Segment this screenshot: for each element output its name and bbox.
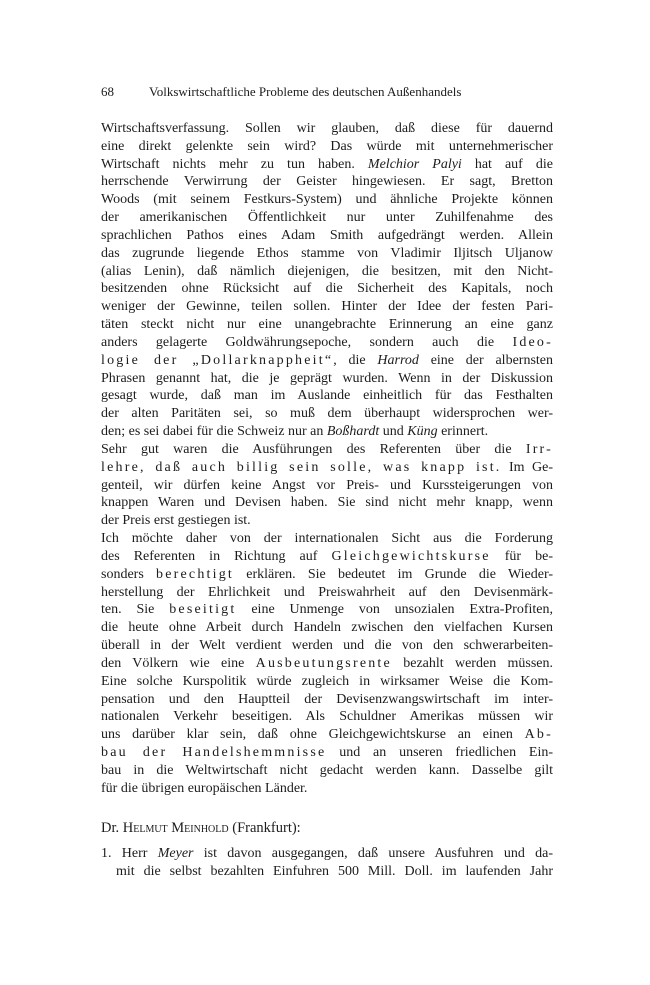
spaced-emphasis: Ausbeutungsrente	[255, 655, 392, 671]
italic-name: Meyer	[157, 846, 194, 861]
text-line	[101, 209, 553, 227]
text-run: Im Ge-	[501, 459, 553, 475]
text-line	[101, 494, 553, 512]
text-run: eine der albernsten	[418, 352, 553, 368]
text-line	[101, 334, 553, 352]
text-run: des Referenten in Richtung auf	[101, 548, 332, 564]
text-run: eine Unmenge von unsozialen Extra-Profiten,	[236, 602, 553, 618]
text-run: , die	[333, 352, 378, 368]
text-run: herstellung der Ehrlichkeit und Preiswahrheit auf den Devisenmärk-	[101, 584, 553, 600]
speaker-heading	[101, 820, 553, 837]
spaced-emphasis: Ab-	[524, 727, 553, 743]
text-run: hat auf die	[461, 156, 553, 172]
text-run: und	[379, 424, 408, 440]
text-run: erklären. Sie bedeutet im Grunde die Wieder-	[234, 566, 553, 582]
text-line	[101, 191, 553, 209]
text-run: uns darüber klar sein, daß ohne Gleichgewichtskurse an einen	[101, 727, 525, 743]
speaker-place: (Frankfurt):	[228, 820, 301, 836]
text-line	[101, 423, 553, 441]
text-line	[101, 780, 553, 798]
italic-name: Melchior Palyi	[367, 156, 462, 172]
text-line	[101, 477, 553, 495]
numbered-list	[101, 845, 553, 881]
text-line	[101, 298, 553, 316]
text-line	[101, 370, 553, 388]
list-line	[101, 863, 553, 881]
text-line	[101, 280, 553, 298]
text-run: ist davon ausgegangen, daß unsere Ausfuhren und da-	[193, 846, 553, 861]
text-line	[101, 459, 553, 477]
text-run: weniger der Gewinne, teilen sollen. Hinter der Idee der festen Pari-	[101, 299, 553, 315]
text-line	[101, 726, 553, 744]
text-run: mit die selbst bezahlten Einfuhren 500 Mill. Doll. im laufenden Jahr	[116, 863, 553, 879]
text-run: überall in der Welt verdient werden und die von den schwerarbeiten-	[101, 638, 553, 654]
page-number: 68	[101, 84, 114, 99]
italic-name: Harrod	[377, 352, 419, 368]
text-line	[101, 441, 553, 459]
main-text	[101, 120, 553, 797]
italic-name: Boßhardt	[326, 424, 380, 440]
text-line	[101, 512, 553, 530]
speaker-title: Dr.	[101, 820, 123, 836]
text-line	[101, 601, 553, 619]
text-line	[101, 530, 553, 548]
text-run: gesagt wurde, daß man im Auslande einheitlich für das Festhalten	[101, 388, 553, 404]
text-run: nationalen Verkehr beseitigen. Als Schuldner Amerikas müssen wir	[101, 709, 553, 725]
text-run: eine direkt gelenkte sein wird? Das würde mit unternehmerischer	[101, 138, 553, 154]
text-line	[101, 245, 553, 263]
text-run: den; es sei dabei für die Schweiz nur an	[101, 424, 327, 440]
text-run: Wirtschaftsverfassung. Sollen wir glauben, daß diese für dauernd	[101, 121, 553, 136]
text-line	[101, 637, 553, 655]
text-line	[101, 655, 553, 673]
text-run: anders gelagerte Goldwährungsepoche, sondern auch die	[101, 334, 513, 350]
page-header	[101, 84, 561, 104]
text-run: täten steckt nicht nur eine unangebrachte Erinnerung an eine ganz	[101, 317, 553, 333]
text-run: sonders	[101, 566, 157, 582]
text-run: Wirtschaft nichts mehr zu tun haben.	[101, 156, 368, 172]
text-run: ten. Sie	[101, 602, 170, 618]
text-run: der alten Paritäten sei, so muß dem überhaupt widersprochen wer-	[101, 406, 553, 422]
text-line	[101, 120, 553, 138]
text-line	[101, 619, 553, 637]
spaced-emphasis: Ideo-	[512, 334, 553, 350]
text-run: 1. Herr	[101, 846, 158, 861]
text-line	[101, 548, 553, 566]
text-run: der amerikanischen Öffentlichkeit nur unter Zuhilfenahme des	[101, 210, 553, 226]
text-line	[101, 708, 553, 726]
text-run: für be-	[490, 548, 553, 564]
text-line	[101, 156, 553, 174]
text-run: die heute ohne Arbeit durch Handeln zwischen den vielfachen Kursen	[101, 620, 553, 636]
text-run: den Völkern wie eine	[101, 655, 256, 671]
text-line	[101, 673, 553, 691]
text-run: für die übrigen europäischen Länder.	[101, 780, 308, 796]
text-run: Eine solche Kurspolitik würde zugleich in wirksamer Weise die Kom-	[101, 673, 553, 689]
spaced-emphasis: Irr-	[525, 441, 553, 457]
text-line	[101, 584, 553, 602]
text-run: herrschende Verwirrung der Geister hingewiesen. Er sagt, Bretton	[101, 174, 553, 190]
text-line	[101, 744, 553, 762]
text-line	[101, 138, 553, 156]
list-line	[101, 845, 553, 863]
text-run: erinnert.	[437, 424, 489, 440]
text-run: das zugrunde liegende Ethos stamme von Vladimir Iljitsch Uljanow	[101, 245, 553, 261]
text-run: der Preis erst gestiegen ist.	[101, 513, 251, 529]
text-run: sprachlichen Pathos eines Adam Smith aufgedrängt werden. Allein	[101, 227, 553, 243]
text-run: genteil, wir dürfen keine Angst vor Preis- und Kurssteigerungen von	[101, 477, 553, 493]
text-run: knappen Waren und Devisen haben. Sie sind nicht mehr knapp, wenn	[101, 495, 553, 511]
running-title: Volkswirtschaftliche Probleme des deutschen Außenhandels	[149, 84, 462, 99]
text-line	[101, 691, 553, 709]
text-line	[101, 173, 553, 191]
text-line	[101, 405, 553, 423]
text-run: (alias Lenin), daß nämlich diejenigen, die besitzen, mit den Nicht-	[101, 263, 553, 279]
text-line	[101, 316, 553, 334]
italic-name: Küng	[407, 424, 438, 440]
spaced-emphasis: berechtigt	[156, 566, 234, 582]
text-line	[101, 263, 553, 281]
text-run: Woods (mit seinem Festkurs-System) und ähnliche Projekte können	[101, 192, 553, 208]
speaker-name: Helmut Meinhold	[122, 820, 229, 836]
text-run: und an unseren friedlichen Ein-	[326, 744, 553, 760]
spaced-emphasis: logie der „Dollarknappheit“	[101, 352, 334, 368]
text-line	[101, 762, 553, 780]
text-run: Ich möchte daher von der internationalen Sicht aus die Forderung	[101, 531, 553, 547]
spaced-emphasis: bau der Handelshemmnisse	[101, 744, 327, 760]
text-line	[101, 352, 553, 370]
text-run: Sehr gut waren die Ausführungen des Referenten über die	[101, 441, 526, 457]
text-run: besitzenden ohne Rücksicht auf die Sicherheit des Kapitals, noch	[101, 281, 553, 297]
text-line	[101, 387, 553, 405]
text-line	[101, 227, 553, 245]
text-line	[101, 566, 553, 584]
text-run: bezahlt werden müssen.	[391, 655, 553, 671]
text-run: Phrasen genannt hat, die je geprägt wurden. Wenn in der Diskussion	[101, 370, 553, 386]
text-run: bau in die Weltwirtschaft nicht gedacht werden kann. Dasselbe gilt	[101, 762, 553, 778]
spaced-emphasis: beseitigt	[169, 602, 237, 618]
spaced-emphasis: lehre, daß auch billig sein solle, was knapp ist.	[101, 459, 502, 475]
spaced-emphasis: Gleichgewichtskurse	[331, 548, 491, 564]
text-run: pensation und den Hauptteil der Devisenzwangswirtschaft im inter-	[101, 691, 553, 707]
